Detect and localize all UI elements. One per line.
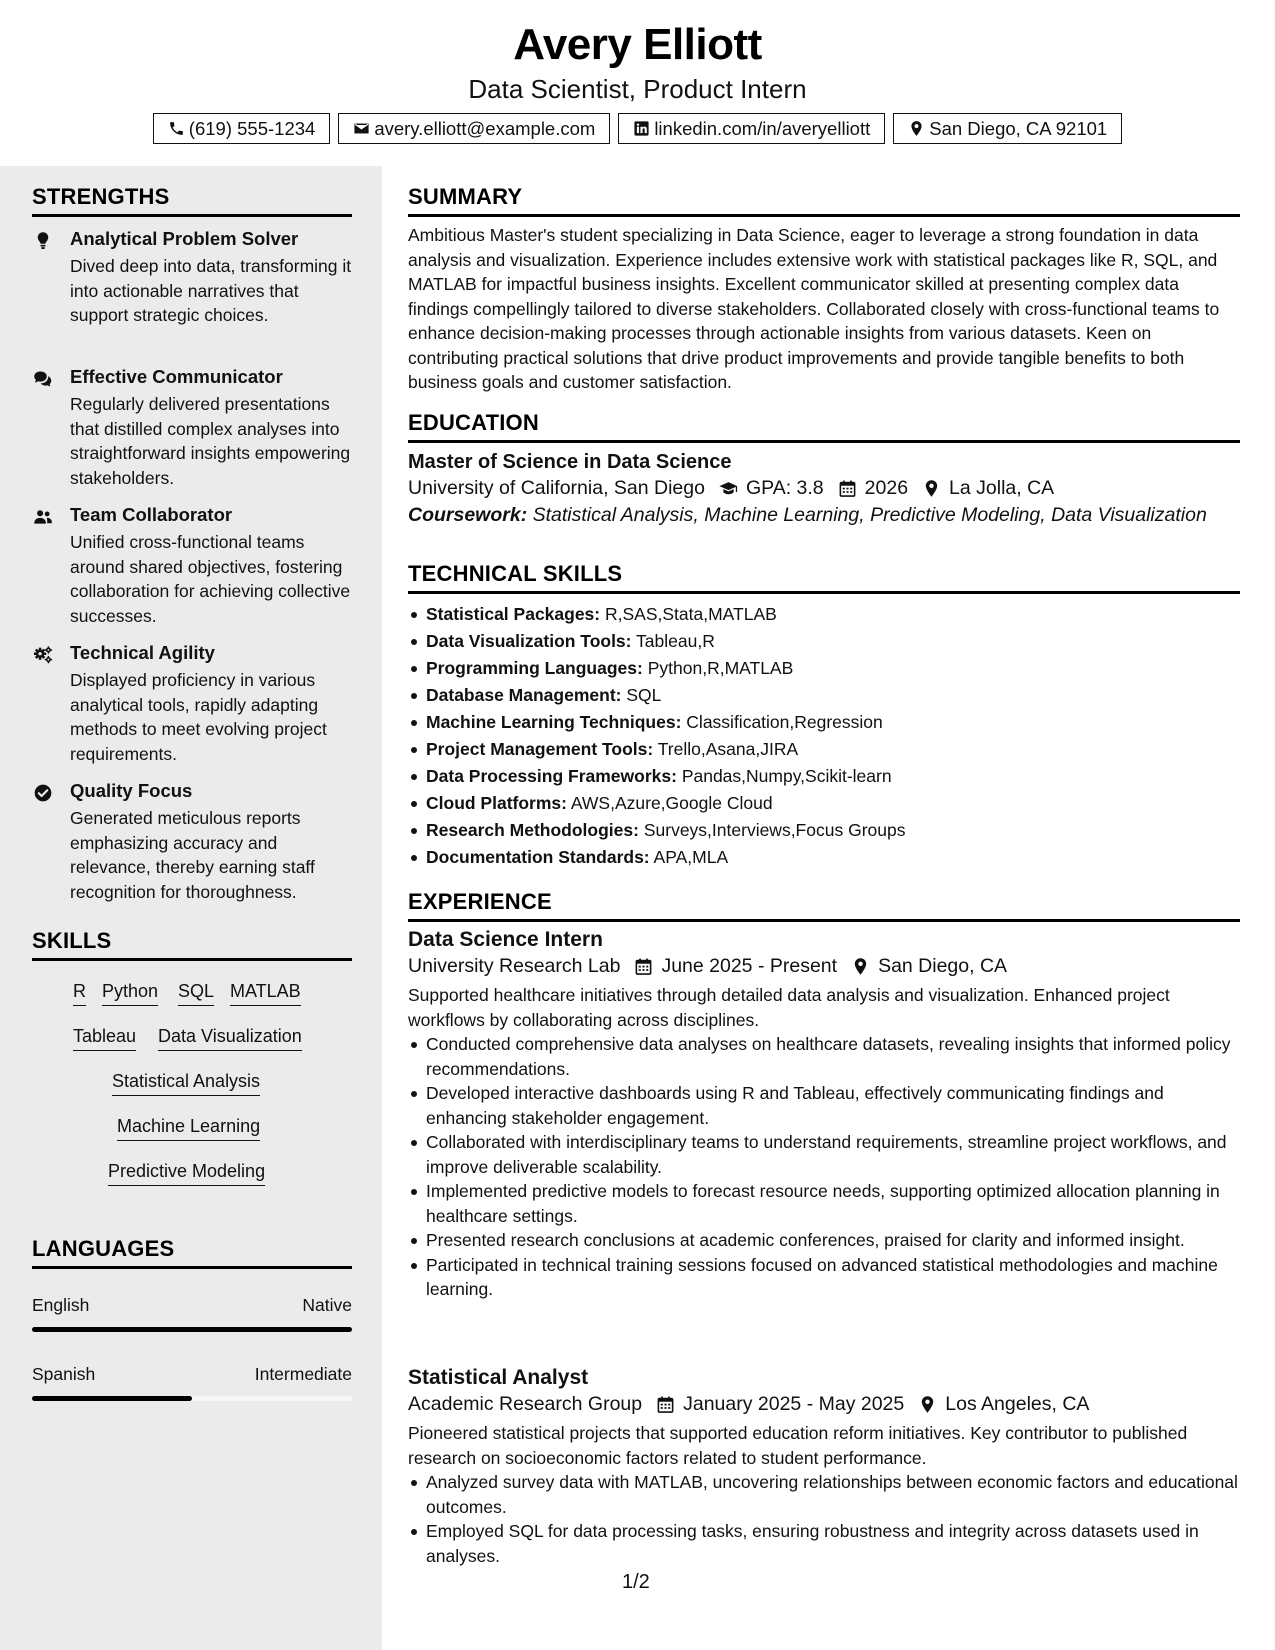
coursework	[408, 504, 1240, 527]
job-bullet: Employed SQL for data processing tasks, ensuring robustness and integrity across datasets used in analyses.	[408, 1519, 1240, 1568]
job-bullet: Participated in technical training sessions focused on advanced statistical methodologies and machine learning.	[408, 1253, 1240, 1302]
strength-desc: Regularly delivered presentations that distilled complex analyses into straightforward insights empowering stakeholders.	[70, 394, 351, 488]
technical-skill-label: Documentation Standards:	[426, 847, 650, 867]
map-pin-icon	[922, 479, 941, 498]
calendar-icon	[634, 957, 653, 976]
lightbulb-icon	[32, 231, 54, 251]
education-meta	[408, 477, 1240, 500]
job-bullet: Analyzed survey data with MATLAB, uncovering relationships between economic factors and educational outcomes.	[408, 1470, 1240, 1519]
technical-skills-heading: TECHNICAL SKILLS	[408, 561, 1240, 594]
technical-skill-item	[408, 844, 1240, 871]
job-meta	[408, 955, 1240, 978]
technical-skill-label: Research Methodologies:	[426, 820, 639, 840]
technical-skill-value: Python,R,MATLAB	[647, 658, 794, 678]
skills-heading: SKILLS	[32, 928, 352, 961]
technical-skill-value: Surveys,Interviews,Focus Groups	[643, 820, 906, 840]
strength-desc: Displayed proficiency in various analytical tools, rapidly adapting methods to meet evolving project requirements.	[70, 670, 327, 764]
summary-section	[408, 184, 1240, 395]
language-bar-fill	[32, 1327, 352, 1332]
language-bar	[32, 1396, 352, 1401]
language-bar-fill	[32, 1396, 192, 1401]
technical-skill-value: AWS,Azure,Google Cloud	[570, 793, 773, 813]
technical-skill-item	[408, 628, 1240, 655]
job-location: Los Angeles, CA	[945, 1393, 1090, 1415]
languages-heading: LANGUAGES	[32, 1236, 352, 1269]
check-circle-icon	[32, 783, 54, 803]
strength-title: Effective Communicator	[70, 366, 283, 387]
map-pin-icon	[908, 120, 925, 137]
candidate-title: Data Scientist, Product Intern	[468, 74, 807, 104]
job-bullet: Conducted comprehensive data analyses on healthcare datasets, revealing insights that informed policy recommendations.	[408, 1032, 1240, 1081]
technical-skill-item	[408, 601, 1240, 628]
strength-desc: Generated meticulous reports emphasizing accuracy and relevance, thereby earning staff recognition for thoroughness.	[70, 808, 315, 902]
technical-skill-value: Pandas,Numpy,Scikit-learn	[681, 766, 892, 786]
skill-tag: Statistical Analysis	[112, 1071, 260, 1096]
technical-skill-label: Statistical Packages:	[426, 604, 601, 624]
technical-skill-label: Data Visualization Tools:	[426, 631, 632, 651]
job-bullets	[408, 1032, 1240, 1302]
linkedin-icon	[633, 120, 650, 137]
skill-tag: Predictive Modeling	[108, 1161, 265, 1186]
gears-icon	[32, 645, 54, 665]
technical-skill-item	[408, 709, 1240, 736]
graduation-year: 2026	[864, 477, 909, 499]
job-dates: June 2025 - Present	[661, 955, 838, 977]
job-bullet: Collaborated with interdisciplinary teams to understand requirements, streamline project workflows, and improve deliverable scalability.	[408, 1130, 1240, 1179]
technical-skills-list	[408, 601, 1240, 871]
school-location: La Jolla, CA	[949, 477, 1055, 499]
graduation-cap-icon	[719, 479, 738, 498]
comments-icon	[32, 369, 54, 389]
contact-phone	[153, 113, 331, 144]
technical-skill-label: Machine Learning Techniques:	[426, 712, 682, 732]
job-summary: Supported healthcare initiatives through detailed data analysis and visualization. Enhanced project workflows by collaborating across disciplines.	[408, 985, 1170, 1030]
contact-location	[893, 113, 1122, 144]
language-bar	[32, 1327, 352, 1332]
skill-tag: Python	[102, 981, 158, 1006]
experience-section	[408, 889, 1240, 922]
job-org: Academic Research Group	[408, 1393, 643, 1415]
job-org: University Research Lab	[408, 955, 621, 977]
job-bullets	[408, 1470, 1240, 1568]
summary-text: Ambitious Master's student specializing in Data Science, eager to leverage a strong foundation in data analysis and visualization. Experience includes extensive work with statistical packages like R, SQL, and MATLAB for impactful business insights. Excellent communicator skilled at presenting complex data findings compellingly tailored to diverse stakeholders. Collaborated closely with cross-functional teams to enhance decision-making processes through actionable insights from various datasets. Keen on contributing practical solutions that drive product improvements and provide tangible benefits to both business goals and customer satisfaction.	[408, 225, 1220, 392]
skill-tag: R	[73, 981, 86, 1006]
job-title: Data Science Intern	[408, 928, 603, 951]
strength-title: Quality Focus	[70, 780, 193, 801]
education-section	[408, 410, 1240, 527]
resume-header	[0, 0, 1275, 166]
technical-skill-item	[408, 763, 1240, 790]
summary-heading: SUMMARY	[408, 184, 1240, 217]
job-meta	[408, 1393, 1240, 1416]
job-title: Statistical Analyst	[408, 1366, 589, 1389]
coursework-list: Statistical Analysis, Machine Learning, Predictive Modeling, Data Visualization	[532, 504, 1207, 526]
technical-skill-item	[408, 682, 1240, 709]
technical-skill-item	[408, 736, 1240, 763]
technical-skill-value: APA,MLA	[653, 847, 729, 867]
contact-email	[338, 113, 610, 144]
sidebar	[0, 166, 382, 1650]
map-pin-icon	[851, 957, 870, 976]
calendar-icon	[838, 479, 857, 498]
map-pin-icon	[918, 1395, 937, 1414]
job-bullet: Implemented predictive models to forecast resource needs, supporting optimized allocation planning in healthcare settings.	[408, 1179, 1240, 1228]
job-entry	[408, 1366, 1240, 1568]
technical-skill-value: R,SAS,Stata,MATLAB	[605, 604, 777, 624]
job-location: San Diego, CA	[878, 955, 1008, 977]
technical-skill-label: Database Management:	[426, 685, 622, 705]
skill-tag: Machine Learning	[117, 1116, 260, 1141]
language-level: Intermediate	[254, 1364, 352, 1384]
location-text: San Diego, CA 92101	[929, 117, 1108, 139]
technical-skill-value: Tableau,R	[636, 631, 715, 651]
gpa-text: GPA: 3.8	[745, 477, 824, 499]
page-number: 1/2	[622, 1571, 650, 1593]
users-icon	[32, 507, 54, 527]
language-name: English	[32, 1295, 90, 1315]
language-level: Native	[302, 1295, 352, 1315]
technical-skill-label: Cloud Platforms:	[426, 793, 567, 813]
phone-icon	[168, 120, 185, 137]
phone-text[interactable]: (619) 555-1234	[188, 117, 316, 139]
job-entry	[408, 928, 1240, 1302]
technical-skill-item	[408, 655, 1240, 682]
linkedin-text[interactable]: linkedin.com/in/averyelliott	[654, 117, 871, 139]
contact-linkedin	[618, 113, 885, 144]
job-summary: Pioneered statistical projects that supported education reform initiatives. Key contributor to published research on socioeconomic factors related to student performance.	[408, 1423, 1188, 1468]
technical-skill-value: Classification,Regression	[686, 712, 883, 732]
candidate-name: Avery Elliott	[513, 20, 762, 69]
technical-skill-label: Project Management Tools:	[426, 739, 654, 759]
calendar-icon	[656, 1395, 675, 1414]
degree-title: Master of Science in Data Science	[408, 451, 732, 473]
strength-title: Technical Agility	[70, 642, 215, 663]
job-bullet: Presented research conclusions at academic conferences, praised for clarity and informed insight.	[408, 1228, 1240, 1253]
email-text[interactable]: avery.elliott@example.com	[374, 117, 596, 139]
technical-skills-section	[408, 561, 1240, 871]
skill-tag: Data Visualization	[158, 1026, 302, 1051]
skill-tag: SQL	[178, 981, 214, 1006]
coursework-label: Coursework:	[408, 504, 528, 526]
strength-title: Team Collaborator	[70, 504, 233, 525]
strength-title: Analytical Problem Solver	[70, 228, 299, 249]
job-dates: January 2025 - May 2025	[683, 1393, 905, 1415]
strength-desc: Unified cross-functional teams around shared objectives, fostering collaboration for achieving collective successes.	[70, 532, 351, 626]
skill-tag: Tableau	[73, 1026, 136, 1051]
strength-desc: Dived deep into data, transforming it into actionable narratives that support strategic choices.	[70, 256, 352, 325]
school-name: University of California, San Diego	[408, 477, 705, 499]
education-heading: EDUCATION	[408, 410, 1240, 443]
experience-heading: EXPERIENCE	[408, 889, 1240, 922]
skill-tag: MATLAB	[230, 981, 301, 1006]
technical-skill-label: Programming Languages:	[426, 658, 643, 678]
technical-skill-item	[408, 817, 1240, 844]
strengths-heading: STRENGTHS	[32, 184, 352, 217]
technical-skill-label: Data Processing Frameworks:	[426, 766, 677, 786]
technical-skill-item	[408, 790, 1240, 817]
contact-bar	[0, 113, 1275, 144]
job-bullet: Developed interactive dashboards using R and Tableau, effectively communicating findings and enhancing stakeholder engagement.	[408, 1081, 1240, 1130]
technical-skill-value: Trello,Asana,JIRA	[657, 739, 799, 759]
envelope-icon	[353, 120, 370, 137]
language-name: Spanish	[32, 1364, 96, 1384]
technical-skill-value: SQL	[626, 685, 662, 705]
